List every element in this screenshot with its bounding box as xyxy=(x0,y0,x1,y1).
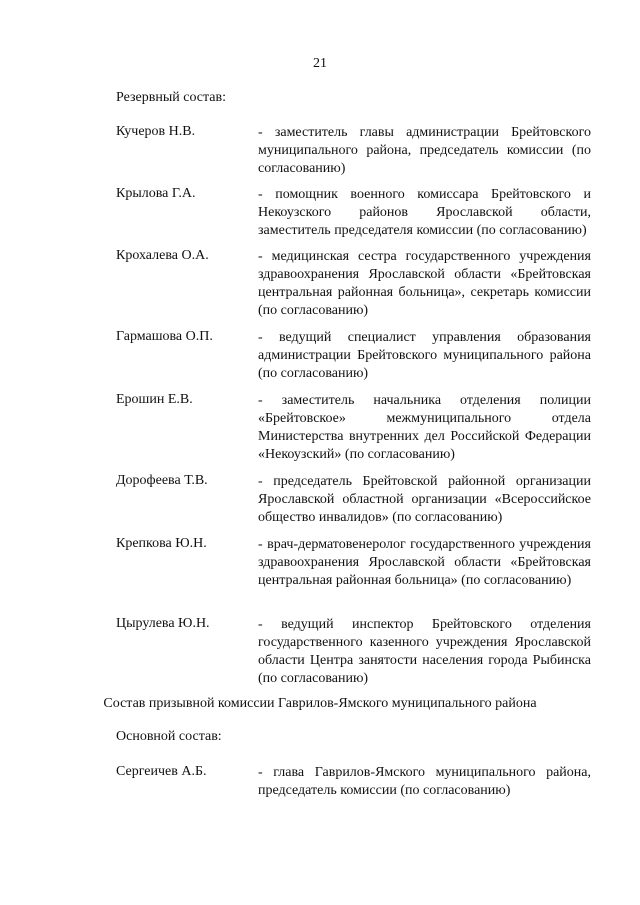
member-role: - врач-дерматовенеролог государственного учреждения здравоохранения Ярославской области «Брейтовская центральная районная больница» (по согласованию) xyxy=(258,537,591,588)
member-name: Гармашова О.П. xyxy=(116,329,213,344)
member-name: Сергеичев А.Б. xyxy=(116,764,207,779)
main-section-label: Основной состав: xyxy=(116,729,222,744)
member-role: - медицинская сестра государственного учреждения здравоохранения Ярославской области «Брейтовская центральная районная больница», секретарь комиссии (по согласованию) xyxy=(258,249,591,318)
member-role: - глава Гаврилов-Ямского муниципального района, председатель комиссии (по согласованию) xyxy=(258,765,591,798)
member-role: - ведущий специалист управления образования администрации Брейтовского муниципального района (по согласованию) xyxy=(258,330,591,381)
member-name: Ерошин Е.В. xyxy=(116,392,193,407)
member-role: - заместитель начальника отделения полиции «Брейтовское» межмуниципального отдела Министерства внутренних дел Российской Федерации «Некоузский» (по согласованию) xyxy=(258,393,591,462)
member-role: - помощник военного комиссара Брейтовского и Некоузского районов Ярославской области, заместитель председателя комиссии (по согласованию) xyxy=(258,187,591,238)
member-name: Цырулева Ю.Н. xyxy=(116,616,210,631)
reserve-section-label: Резервный состав: xyxy=(116,90,227,105)
member-role: - ведущий инспектор Брейтовского отделения государственного казенного учреждения Ярославской области Центра занятости населения города Рыбинска (по согласованию) xyxy=(258,617,591,686)
member-role: - заместитель главы администрации Брейтовского муниципального района, председатель комиссии (по согласованию) xyxy=(258,125,591,176)
commission-heading: Состав призывной комиссии Гаврилов-Ямского муниципального района xyxy=(103,696,537,711)
member-name: Дорофеева Т.В. xyxy=(116,473,208,488)
member-role: - председатель Брейтовской районной организации Ярославской областной организации «Всероссийское общество инвалидов» (по согласованию) xyxy=(258,474,591,525)
member-name: Крохалева О.А. xyxy=(116,248,209,263)
member-name: Кучеров Н.В. xyxy=(116,124,196,139)
page-number: 21 xyxy=(313,56,327,71)
member-name: Крылова Г.А. xyxy=(116,186,196,201)
member-name: Крепкова Ю.Н. xyxy=(116,536,207,551)
